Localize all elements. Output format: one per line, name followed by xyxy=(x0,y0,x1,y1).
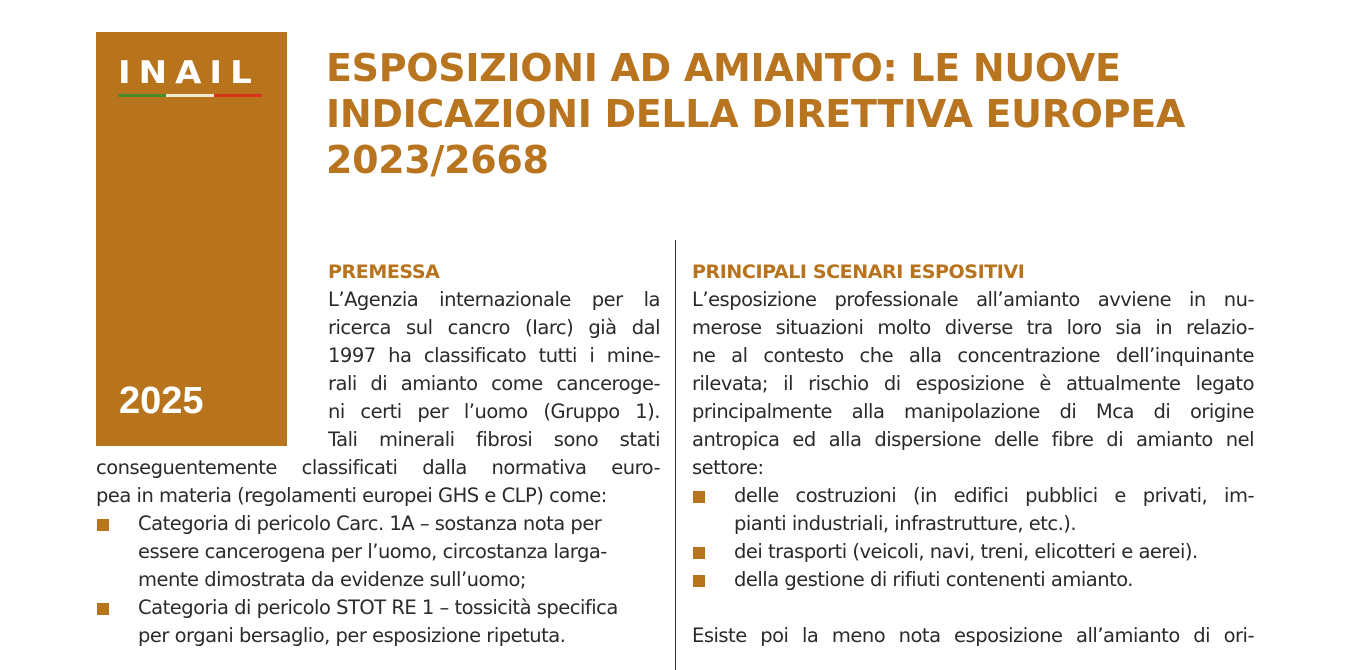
cover-sidebar xyxy=(96,32,287,446)
list-item xyxy=(96,594,660,650)
column-divider xyxy=(675,240,676,670)
document-title xyxy=(326,45,1226,183)
text-line: essere cancerogena per l’uomo, circostanza larga- xyxy=(138,540,607,563)
title-line: ESPOSIZIONI AD AMIANTO: LE NUOVE xyxy=(326,46,1121,90)
text-line: principalmente alla manipolazione di Mca di origine xyxy=(692,400,1254,423)
paragraph-spacer xyxy=(692,594,1254,622)
list-item xyxy=(692,538,1254,566)
text-line: conseguentemente classificati dalla normativa euro- xyxy=(96,456,660,479)
text-line: rilevata; il rischio di esposizione è attualmente legato xyxy=(692,372,1254,395)
tricolor-green xyxy=(118,94,166,97)
text-line: pianti industriali, infrastrutture, etc.). xyxy=(734,512,1077,535)
text-line: pea in materia (regolamenti europei GHS e CLP) come: xyxy=(96,484,607,507)
premessa-continued xyxy=(96,454,660,650)
logo-text: INAIL xyxy=(118,54,260,92)
text-line: L’esposizione professionale all’amianto avviene in nu- xyxy=(692,288,1254,311)
text-line: mente dimostrata da evidenze sull’uomo; xyxy=(138,568,526,591)
section-heading-scenari: PRINCIPALI SCENARI ESPOSITIVI xyxy=(692,261,1025,283)
list-item xyxy=(692,566,1254,594)
list-item xyxy=(692,482,1254,538)
text-line: merose situazioni molto diverse tra loro sia in relazio- xyxy=(692,316,1254,339)
text-line: della gestione di rifiuti contenenti amianto. xyxy=(734,568,1134,591)
section-heading-premessa: PREMESSA xyxy=(328,261,440,283)
text-line: 1997 ha classificato tutti i mine- xyxy=(328,344,660,367)
text-line: ricerca sul cancro (Iarc) già dal xyxy=(328,316,660,339)
inail-logo xyxy=(118,54,264,97)
text-line: Esiste poi la meno nota esposizione all’amianto di ori- xyxy=(692,624,1254,647)
text-line: dei trasporti (veicoli, navi, treni, elicotteri e aerei). xyxy=(734,540,1198,563)
tricolor-white xyxy=(166,94,214,97)
hazard-category-list xyxy=(96,510,660,650)
text-line: per organi bersaglio, per esposizione ripetuta. xyxy=(138,624,566,647)
tricolor-bar xyxy=(118,94,262,97)
text-line: ni certi per l’uomo (Gruppo 1). xyxy=(328,400,660,423)
text-line: delle costruzioni (in edifici pubblici e privati, im- xyxy=(734,484,1254,507)
text-line: Categoria di pericolo Carc. 1A – sostanza nota per xyxy=(138,512,602,535)
scenari-section xyxy=(692,258,1254,650)
text-line: L’Agenzia internazionale per la xyxy=(328,288,660,311)
text-line: ne al contesto che alla concentrazione dell’inquinante xyxy=(692,344,1254,367)
text-line: antropica ed alla dispersione delle fibre di amianto nel xyxy=(692,428,1254,451)
text-line: settore: xyxy=(692,456,764,479)
text-line: Categoria di pericolo STOT RE 1 – tossicità specifica xyxy=(138,596,618,619)
title-line: 2023/2668 xyxy=(326,138,549,182)
text-line: Tali minerali fibrosi sono stati xyxy=(328,428,660,451)
premessa-section xyxy=(328,258,660,454)
tricolor-red xyxy=(214,94,262,97)
list-item xyxy=(96,510,660,594)
title-line: INDICAZIONI DELLA DIRETTIVA EUROPEA xyxy=(326,92,1185,136)
exposure-sector-list xyxy=(692,482,1254,594)
publication-year: 2025 xyxy=(119,380,204,422)
text-line: rali di amianto come canceroge- xyxy=(328,372,660,395)
